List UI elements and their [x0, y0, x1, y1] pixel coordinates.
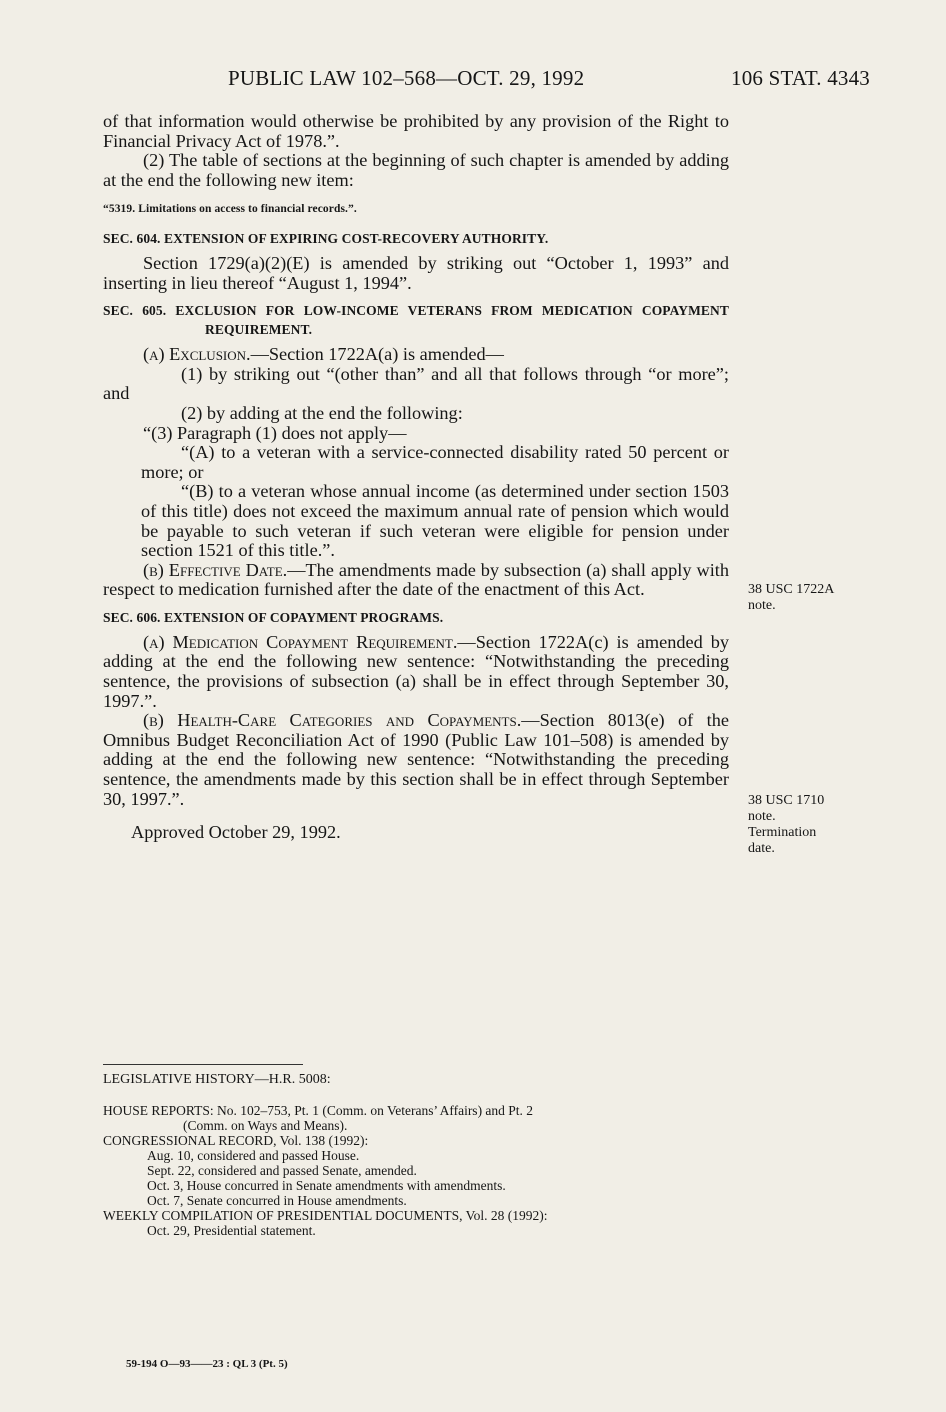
subsection-605-a [103, 345, 729, 365]
legislative-history-heading: LEGISLATIVE HISTORY—H.R. 5008: [103, 1072, 331, 1087]
margin-note-1710 [748, 793, 824, 857]
house-reports: HOUSE REPORTS: No. 102–753, Pt. 1 (Comm. on Veterans’ Affairs) and Pt. 2 [103, 1103, 534, 1118]
legislative-history [103, 1072, 723, 1238]
subparagraph-605-A: “(A) to a veteran with a service-connected disability rated 50 percent or more; or [141, 442, 729, 482]
margin-note-line: 38 USC 1710 [748, 793, 825, 808]
margin-note-line: note. [748, 809, 776, 824]
section-604-text: Section 1729(a)(2)(E) is amended by striking out “October 1, 1993” and inserting in lieu thereof “August 1, 1994”. [103, 252, 729, 293]
subsection-heading: (a) Exclusion. [143, 344, 251, 365]
page-header [0, 66, 946, 94]
paragraph-605-a2: (2) by adding at the end the following: [181, 402, 463, 423]
subsection-heading: (b) Health-Care Categories and Copayments. [143, 710, 522, 731]
footer-code: 59-194 O—93——23 : QL 3 (Pt. 5) [126, 1358, 288, 1370]
subsection-606-a [103, 633, 729, 711]
section-604-heading: SEC. 604. EXTENSION OF EXPIRING COST-RECOVERY AUTHORITY. [103, 230, 549, 246]
subsection-606-b [103, 711, 729, 809]
weekly-compilation: WEEKLY COMPILATION OF PRESIDENTIAL DOCUMENTS, Vol. 28 (1992): [103, 1208, 548, 1223]
subparagraph-605-B: “(B) to a veteran whose annual income (as determined under section 1503 of this title) does not exceed the maximum annual rate of pension which would be payable to such veteran if such veteran were eligible for pension under section 1521 of this title.”. [141, 481, 729, 561]
history-event: Aug. 10, considered and passed House. [147, 1148, 360, 1163]
divider-rule [103, 1064, 303, 1065]
subsection-text: —The amendments made by subsection (a) shall apply with respect to medication furnished after the date of the enactment of this Act. [103, 559, 729, 600]
history-event: Oct. 7, Senate concurred in House amendments. [147, 1193, 407, 1208]
congressional-record: CONGRESSIONAL RECORD, Vol. 138 (1992): [103, 1133, 369, 1148]
subsection-text: —Section 1722A(a) is amended— [250, 344, 504, 365]
history-event: Sept. 22, considered and passed Senate, amended. [147, 1163, 417, 1178]
new-table-item: “5319. Limitations on access to financial records.”. [103, 203, 357, 216]
header-stat-page: 106 STAT. 4343 [731, 66, 870, 90]
main-text [103, 112, 729, 843]
approval-date: Approved October 29, 1992. [131, 822, 341, 843]
weekly-event: Oct. 29, Presidential statement. [147, 1223, 316, 1238]
subsection-text: —Section 8013(e) of the Omnibus Budget Reconciliation Act of 1990 (Public Law 101–508) is amended by adding at the end the following new sentence: “Notwithstanding the preceding sentence, the amendments made by this section shall be in effect through September 30, 1997.”. [103, 710, 729, 809]
paragraph-605-a1: (1) by striking out “(other than” and all that follows through “or more”; and [103, 363, 729, 404]
margin-note-line: 38 USC 1722A [748, 582, 835, 597]
margin-note-1722a [748, 582, 834, 614]
paragraph-table-amendment: (2) The table of sections at the beginning of such chapter is amended by adding at the end the following new item: [103, 150, 729, 190]
history-event: Oct. 3, House concurred in Senate amendments with amendments. [147, 1178, 506, 1193]
margin-note-line: Termination [748, 825, 817, 840]
house-reports-continued: (Comm. on Ways and Means). [183, 1118, 348, 1133]
header-law-title: PUBLIC LAW 102–568—OCT. 29, 1992 [228, 66, 585, 90]
subsection-heading: (a) Medication Copayment Requirement. [143, 631, 458, 652]
subsection-text: —Section 1722A(c) is amended by adding at the end the following new sentence: “Notwithstanding the preceding sentence, the provisions of subsection (a) shall be in effect through September 30, 1997.”. [103, 631, 729, 711]
margin-note-line: note. [748, 598, 776, 613]
margin-note-line: date. [748, 841, 775, 856]
section-605-heading: SEC. 605. EXCLUSION FOR LOW-INCOME VETERANS FROM MEDICATION COPAYMENT REQUIREMENT. [103, 303, 729, 338]
section-606-heading: SEC. 606. EXTENSION OF COPAYMENT PROGRAMS. [103, 609, 444, 625]
subsection-heading: (b) Effective Date. [143, 559, 288, 580]
paragraph-605-a3: “(3) Paragraph (1) does not apply— [143, 422, 407, 443]
paragraph-continued: of that information would otherwise be prohibited by any provision of the Right to Financial Privacy Act of 1978.”. [103, 111, 729, 151]
subsection-605-b [103, 561, 729, 600]
